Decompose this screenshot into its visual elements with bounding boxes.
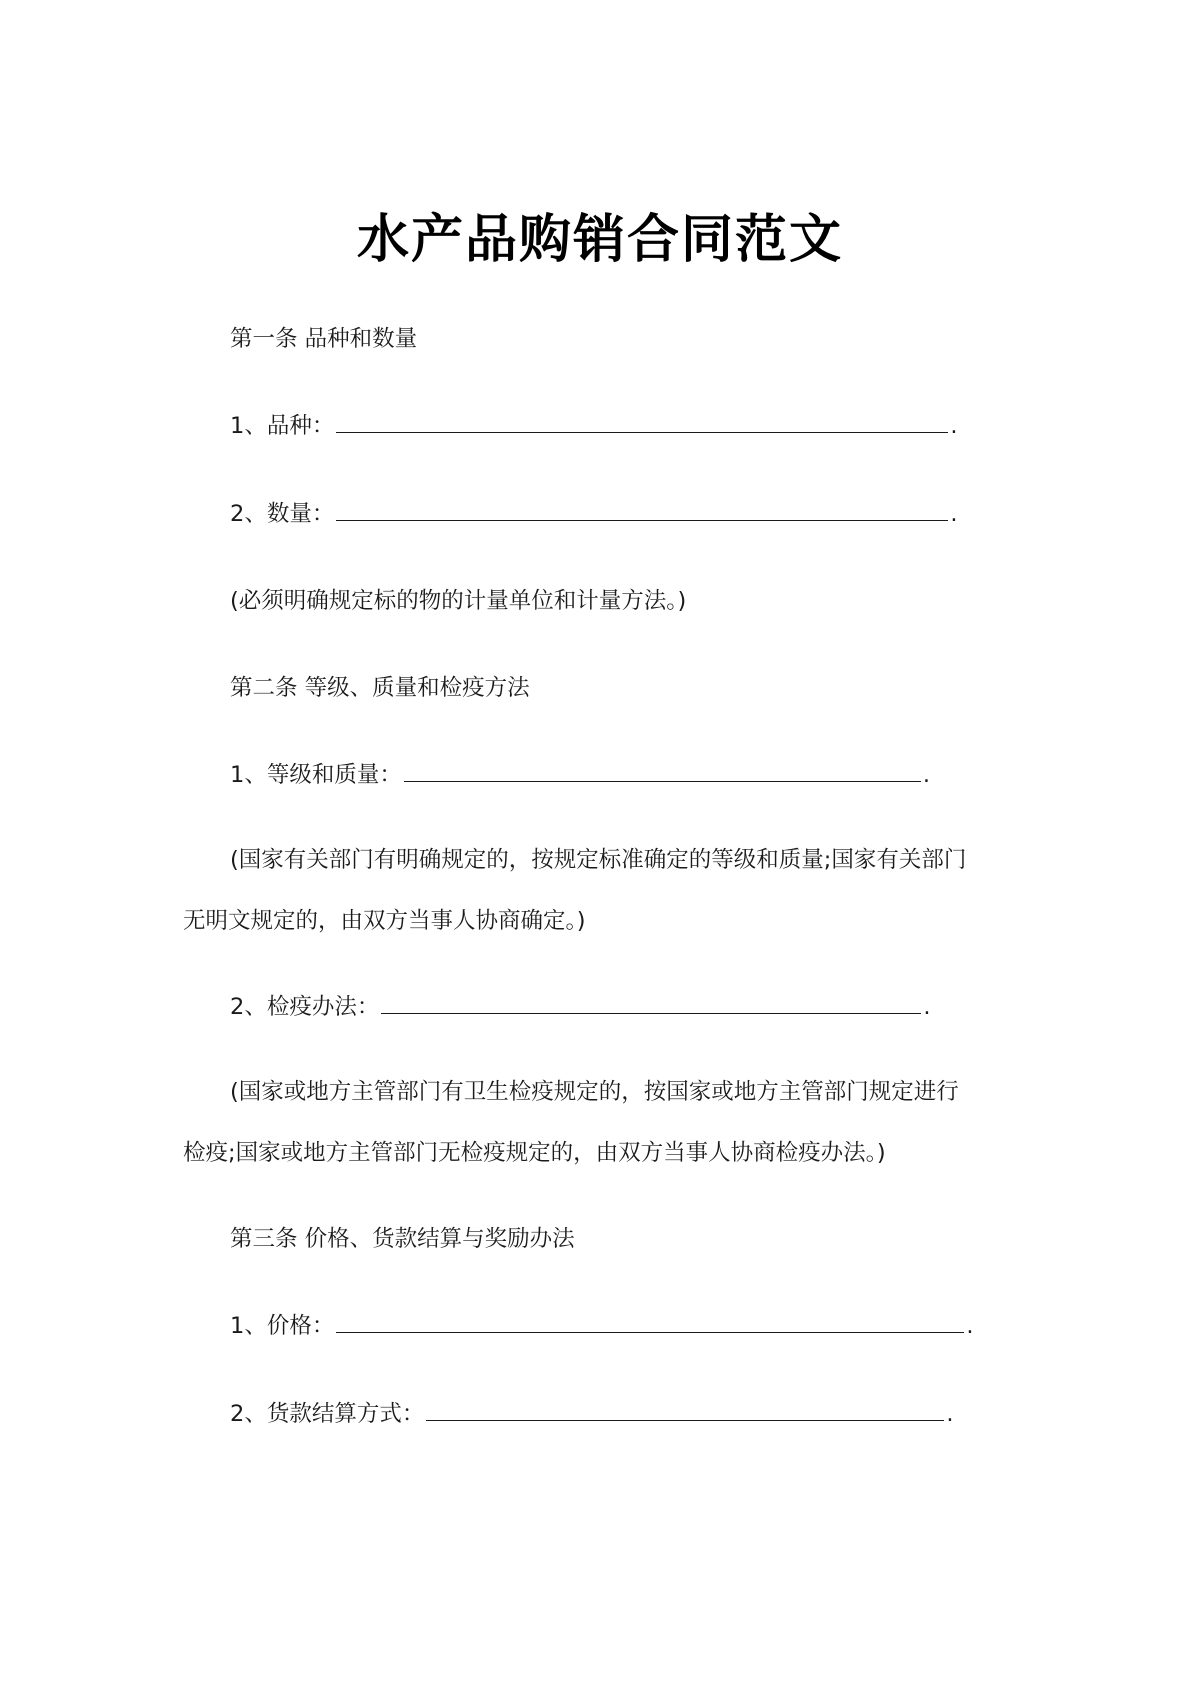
- field-payment-method-blank: [426, 1398, 944, 1421]
- field-inspection: [230, 990, 930, 1024]
- field-variety: [230, 409, 957, 443]
- field-payment-method: [230, 1397, 953, 1431]
- field-payment-method-label: 2、货款结算方式：: [230, 1401, 425, 1427]
- grade-note-line-1: (国家有关部门有明确规定的，按规定标准确定的等级和质量;国家有关部门: [230, 847, 967, 873]
- field-price-blank: [336, 1310, 964, 1333]
- field-inspection-label: 2、检疫办法：: [230, 994, 380, 1020]
- field-grade-quality-end: .: [922, 762, 930, 788]
- field-quantity: [230, 497, 957, 531]
- field-grade-quality: [230, 758, 930, 792]
- article-3-heading: 第三条 价格、货款结算与奖励办法: [230, 1226, 575, 1252]
- inspection-note-line-2: 检疫;国家或地方主管部门无检疫规定的，由双方当事人协商检疫办法。): [183, 1140, 886, 1166]
- field-inspection-end: .: [923, 994, 931, 1020]
- field-price: [230, 1309, 973, 1343]
- document-title: 水产品购销合同范文: [356, 210, 843, 270]
- field-price-end: .: [966, 1313, 974, 1339]
- grade-note-line-2: 无明文规定的，由双方当事人协商确定。): [183, 908, 586, 934]
- field-quantity-end: .: [950, 501, 958, 527]
- field-grade-quality-blank: [404, 759, 921, 782]
- quantity-note: (必须明确规定标的物的计量单位和计量方法。): [230, 588, 687, 614]
- field-quantity-blank: [336, 498, 948, 521]
- inspection-note-line-1: (国家或地方主管部门有卫生检疫规定的，按国家或地方主管部门规定进行: [230, 1079, 959, 1105]
- field-variety-label: 1、品种：: [230, 413, 335, 439]
- article-1-heading: 第一条 品种和数量: [230, 326, 418, 352]
- field-payment-method-end: .: [946, 1401, 954, 1427]
- field-variety-end: .: [950, 413, 958, 439]
- field-inspection-blank: [381, 991, 921, 1014]
- field-grade-quality-label: 1、等级和质量：: [230, 762, 402, 788]
- field-quantity-label: 2、数量：: [230, 501, 335, 527]
- field-variety-blank: [336, 410, 948, 433]
- article-2-heading: 第二条 等级、质量和检疫方法: [230, 675, 530, 701]
- field-price-label: 1、价格：: [230, 1313, 335, 1339]
